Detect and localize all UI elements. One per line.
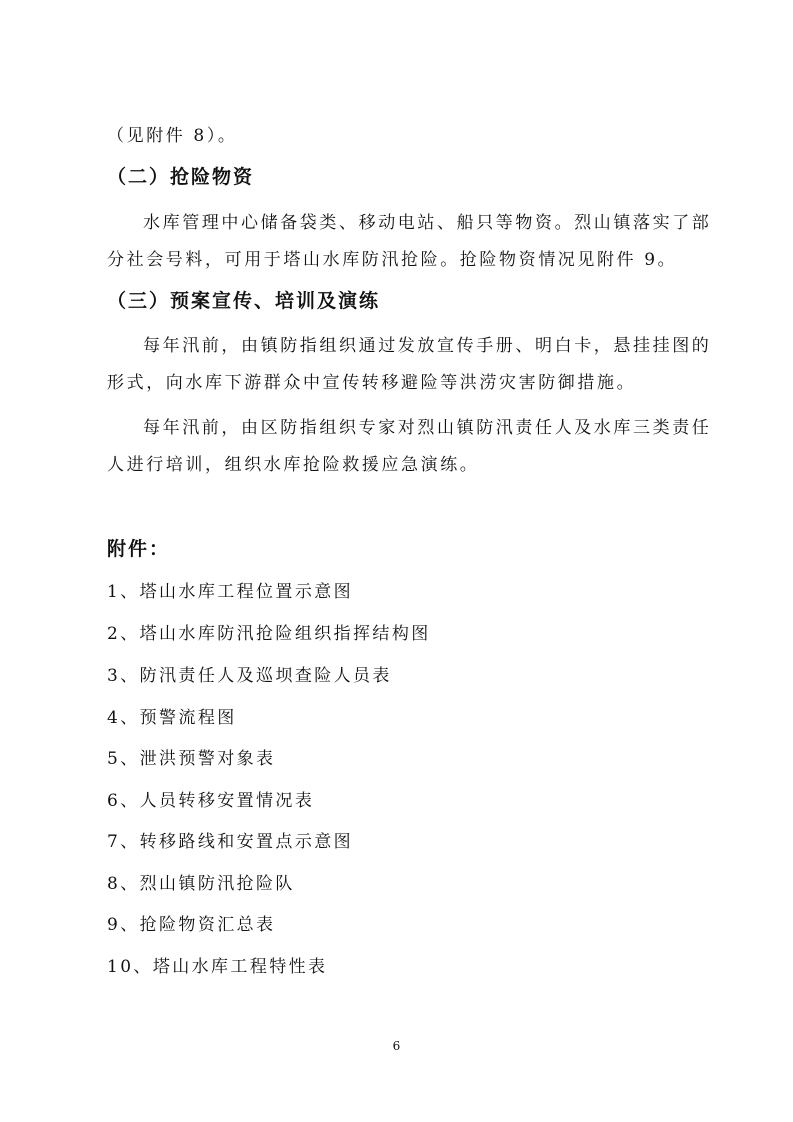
- paragraph-line: 每年汛前，由区防指组织专家对烈山镇防汛责任人及水库三类责任: [143, 418, 712, 438]
- attachment-item: 10、塔山水库工程特性表: [107, 957, 328, 977]
- attachment-item: 3、防汛责任人及巡坝查险人员表: [107, 666, 392, 686]
- section-heading-publicity-training: （三）预案宣传、培训及演练: [107, 290, 381, 312]
- paragraph-line: 人进行培训，组织水库抢险救援应急演练。: [107, 455, 480, 475]
- paragraph-line: 水库管理中心储备袋类、移动电站、船只等物资。烈山镇落实了部: [143, 213, 712, 233]
- paragraph-line: 形式，向水库下游群众中宣传转移避险等洪涝灾害防御措施。: [107, 373, 637, 393]
- attachment-item: 2、塔山水库防汛抢险组织指挥结构图: [107, 624, 431, 644]
- paragraph-line: 每年汛前，由镇防指组织通过发放宣传手册、明白卡，悬挂挂图的: [143, 336, 712, 356]
- paragraph-line: 分社会号料，可用于塔山水库防汛抢险。抢险物资情况见附件 9。: [107, 250, 678, 270]
- section-heading-supplies: （二）抢险物资: [107, 166, 255, 188]
- attachment-item: 5、泄洪预警对象表: [107, 749, 276, 769]
- attachment-item: 1、塔山水库工程位置示意图: [107, 582, 354, 602]
- attachment-item: 4、预警流程图: [107, 708, 237, 728]
- page-number: 6: [392, 1039, 401, 1053]
- attachment-item: 7、转移路线和安置点示意图: [107, 832, 354, 852]
- continuation-text: （见附件 8）。: [107, 126, 238, 146]
- attachments-title: 附件：: [107, 538, 171, 560]
- attachment-item: 6、人员转移安置情况表: [107, 791, 315, 811]
- attachment-item: 9、抢险物资汇总表: [107, 915, 276, 935]
- attachment-item: 8、烈山镇防汛抢险队: [107, 874, 295, 894]
